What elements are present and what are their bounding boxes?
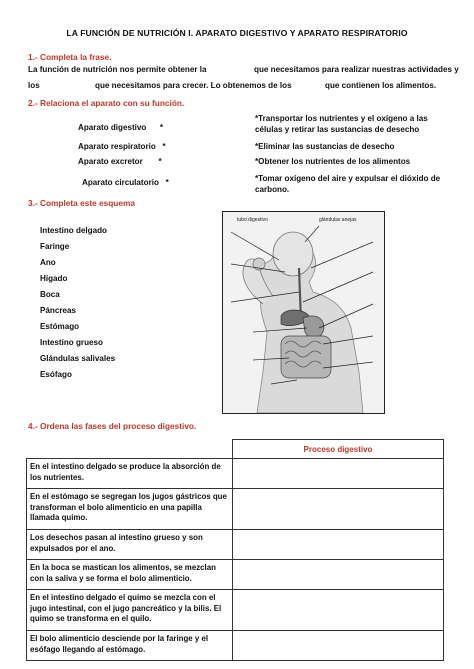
section4-heading: 4.- Ordena las fases del proceso digestivo. bbox=[28, 421, 197, 431]
digestive-diagram-svg bbox=[223, 212, 384, 413]
list-item[interactable]: Boca bbox=[40, 290, 60, 299]
table-cell-answer[interactable] bbox=[233, 590, 444, 631]
digestive-system-illustration bbox=[222, 211, 385, 414]
list-item[interactable]: Estómago bbox=[40, 322, 80, 331]
digestive-process-table bbox=[26, 439, 444, 661]
table-cell-phase: El bolo alimenticio desciende por la faringe y el esófago llegando al estómago. bbox=[27, 631, 233, 661]
section2-heading: 2.- Relaciona el aparato con su función. bbox=[28, 98, 185, 108]
label-tubo-digestivo: tubo digestivo bbox=[237, 217, 268, 223]
right-item-4[interactable]: *Tomar oxígeno del aire y expulsar el dióxido de carbono. bbox=[255, 174, 441, 194]
blank-1[interactable] bbox=[200, 72, 250, 73]
left-item-digestivo[interactable]: Aparato digestivo * bbox=[78, 123, 164, 132]
table-row bbox=[27, 560, 444, 590]
list-item[interactable]: Faringe bbox=[40, 242, 70, 251]
table-cell-answer[interactable] bbox=[233, 459, 444, 489]
list-item[interactable]: Esófago bbox=[40, 370, 72, 379]
table-cell-answer[interactable] bbox=[233, 631, 444, 661]
table-row bbox=[27, 530, 444, 560]
blank-3[interactable] bbox=[282, 88, 322, 89]
table-header-row bbox=[27, 440, 444, 459]
table-cell-phase: En el intestino delgado el quimo se mezcla con el jugo intestinal, con el jugo pancreático y la bilis. El quimo se transforma en el quilo. bbox=[27, 590, 233, 631]
sentence-line1-end: que necesitamos para realizar nuestras actividades y bbox=[254, 65, 459, 74]
left-item-excretor[interactable]: Aparato excretor * bbox=[78, 157, 162, 166]
right-item-2[interactable]: *Eliminar las sustancias de desecho bbox=[255, 142, 395, 151]
list-item[interactable]: Páncreas bbox=[40, 306, 76, 315]
blank-2[interactable] bbox=[48, 88, 92, 89]
page-title: LA FUNCIÓN DE NUTRICIÓN I. APARATO DIGESTIVO Y APARATO RESPIRATORIO bbox=[66, 28, 408, 38]
list-item[interactable]: Ano bbox=[40, 258, 56, 267]
table-header-proceso: Proceso digestivo bbox=[233, 440, 444, 459]
table-header-empty bbox=[27, 440, 233, 459]
table-row bbox=[27, 459, 444, 489]
table-row bbox=[27, 590, 444, 631]
list-item[interactable]: Intestino grueso bbox=[40, 338, 103, 347]
sentence-line2-start: los bbox=[28, 81, 40, 90]
list-item[interactable]: Hígado bbox=[40, 274, 68, 283]
right-item-1[interactable]: *Transportar los nutrientes y el oxígeno a las células y retirar las sustancias de desecho bbox=[255, 114, 428, 134]
head bbox=[273, 232, 313, 276]
list-item[interactable]: Intestino delgado bbox=[40, 226, 107, 235]
section1-heading: 1.- Completa la frase. bbox=[28, 52, 112, 62]
table-row bbox=[27, 489, 444, 530]
table-cell-phase: En el estómago se segregan los jugos gástricos que transforman el bolo alimenticio en una papilla llamada quimo. bbox=[27, 489, 233, 530]
sentence-line2-mid: que necesitamos para crecer. Lo obtenemos de los bbox=[95, 81, 292, 90]
right-item-3[interactable]: *Obtener los nutrientes de los alimentos bbox=[255, 157, 411, 166]
table-cell-answer[interactable] bbox=[233, 560, 444, 590]
table-cell-answer[interactable] bbox=[233, 530, 444, 560]
intestines bbox=[281, 336, 331, 378]
table-cell-answer[interactable] bbox=[233, 489, 444, 530]
table-cell-phase: En la boca se mastican los alimentos, se mezclan con la saliva y se forma el bolo alimenticio. bbox=[27, 560, 233, 590]
table-cell-phase: Los desechos pasan al intestino grueso y son expulsados por el ano. bbox=[27, 530, 233, 560]
section3-heading: 3.- Completa este esquema bbox=[28, 198, 135, 208]
sentence-line2-end: que contienen los alimentos. bbox=[325, 81, 437, 90]
left-item-respiratorio[interactable]: Aparato respiratorio * bbox=[78, 142, 166, 151]
left-item-circulatorio[interactable]: Aparato circulatorio * bbox=[82, 178, 169, 187]
sentence-line1-start: La función de nutrición nos permite obtener la bbox=[28, 65, 207, 74]
table-cell-phase: En el intestino delgado se produce la absorción de los nutrientes. bbox=[27, 459, 233, 489]
list-item[interactable]: Glándulas salivales bbox=[40, 354, 116, 363]
label-glandulas-anejas: glándulas anejas bbox=[319, 217, 357, 223]
table-row bbox=[27, 631, 444, 661]
